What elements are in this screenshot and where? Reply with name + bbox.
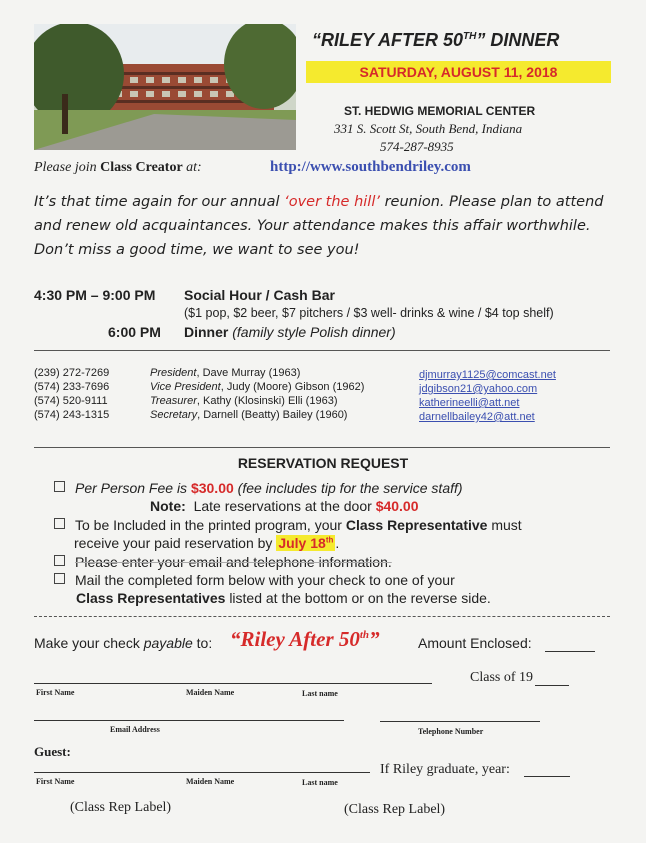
- guest-first-name-label: First Name: [36, 777, 75, 786]
- amount-input[interactable]: [545, 651, 595, 652]
- schedule-time-2: 6:00 PM: [108, 324, 161, 340]
- venue-name: ST. HEDWIG MEMORIAL CENTER: [344, 104, 536, 118]
- school-photo: [34, 24, 296, 150]
- fee-item: Per Person Fee is $30.00 (fee includes tip for the service staff): [54, 480, 463, 496]
- name-input[interactable]: [34, 683, 432, 684]
- website-link[interactable]: http://www.southbendriley.com: [270, 159, 471, 175]
- program-item: To be Included in the printed program, your Class Representative must: [54, 517, 522, 533]
- officers-names: President, Dave Murray (1963) Vice President, Judy (Moore) Gibson (1962) Treasurer, Kathy (Klosinski) Elli (1963) Secretary, Darnell (Beatty) Bailey (1960): [150, 367, 365, 421]
- telephone-label: Telephone Number: [418, 727, 484, 736]
- guest-last-name-label: Last name: [302, 778, 338, 787]
- officers-emails: [419, 368, 556, 424]
- schedule-event-1: Social Hour / Cash Bar: [184, 287, 335, 303]
- mail-item-line2: Class Representatives listed at the bottom or on the reverse side.: [76, 590, 491, 606]
- payee-name: “Riley After 50th”: [230, 627, 380, 651]
- email-address-label: Email Address: [110, 725, 160, 734]
- checkbox-icon: [54, 573, 65, 584]
- cut-line: [34, 616, 610, 617]
- divider: [34, 447, 610, 448]
- amount-label: Amount Enclosed:: [418, 635, 532, 651]
- class-of-label: Class of 19: [470, 670, 533, 685]
- officer-email-link[interactable]: jdgibson21@yahoo.com: [419, 383, 538, 395]
- schedule-event-1-detail: ($1 pop, $2 beer, $7 pitchers / $3 well- drinks & wine / $4 top shelf): [184, 306, 554, 320]
- intro-paragraph: It’s that time again for our annual ‘over the hill’ reunion. Please plan to attend and renew old acquaintances. Your attendance makes this affair worthwhile. Don’t miss a good time, we want to see you!: [34, 194, 604, 258]
- guest-name-input[interactable]: [34, 772, 370, 773]
- event-title: “RILEY AFTER 50TH” DINNER: [312, 30, 560, 50]
- join-text: Please join Class Creator at:: [34, 160, 202, 175]
- guest-maiden-name-label: Maiden Name: [186, 777, 235, 786]
- class-rep-label-2: (Class Rep Label): [344, 802, 446, 817]
- officer-email-link[interactable]: katherineelli@att.net: [419, 397, 520, 409]
- email-note-item: Please enter your email and telephone information.: [54, 554, 392, 570]
- checkbox-icon: [54, 518, 65, 529]
- venue-phone: 574-287-8935: [380, 139, 454, 154]
- riley-grad-input[interactable]: [524, 776, 570, 777]
- first-name-label: First Name: [36, 688, 75, 697]
- riley-grad-label: If Riley graduate, year:: [380, 762, 510, 777]
- reservation-title: RESERVATION REQUEST: [237, 455, 409, 471]
- maiden-name-label: Maiden Name: [186, 688, 235, 697]
- guest-label: Guest:: [34, 744, 71, 759]
- class-year-input[interactable]: [535, 685, 569, 686]
- officer-email-link[interactable]: darnellbailey42@att.net: [419, 411, 535, 423]
- venue-address: 331 S. Scott St, South Bend, Indiana: [334, 121, 523, 136]
- schedule-event-2: Dinner (family style Polish dinner): [184, 324, 396, 340]
- checkbox-icon: [54, 481, 65, 492]
- note-item: Note: Late reservations at the door $40.00: [150, 498, 419, 514]
- mail-item: Mail the completed form below with your check to one of your: [54, 572, 455, 588]
- officer-email-link[interactable]: djmurray1125@comcast.net: [419, 369, 556, 381]
- class-rep-label-1: (Class Rep Label): [70, 800, 172, 815]
- checkbox-icon: [54, 555, 65, 566]
- telephone-input[interactable]: [380, 721, 540, 722]
- program-item-line2: receive your paid reservation by July 18th .: [74, 535, 340, 551]
- last-name-label: Last name: [302, 689, 338, 698]
- divider: [34, 350, 610, 351]
- payable-text: Make your check payable to:: [34, 635, 213, 651]
- email-input[interactable]: [34, 720, 344, 721]
- event-date: SATURDAY, AUGUST 11, 2018: [306, 61, 611, 83]
- deadline-highlight: July 18th: [278, 535, 334, 551]
- schedule-time-1: 4:30 PM – 9:00 PM: [34, 287, 156, 303]
- officers-phones: (239) 272-7269 (574) 233-7696 (574) 520-9111 (574) 243-1315: [34, 367, 110, 421]
